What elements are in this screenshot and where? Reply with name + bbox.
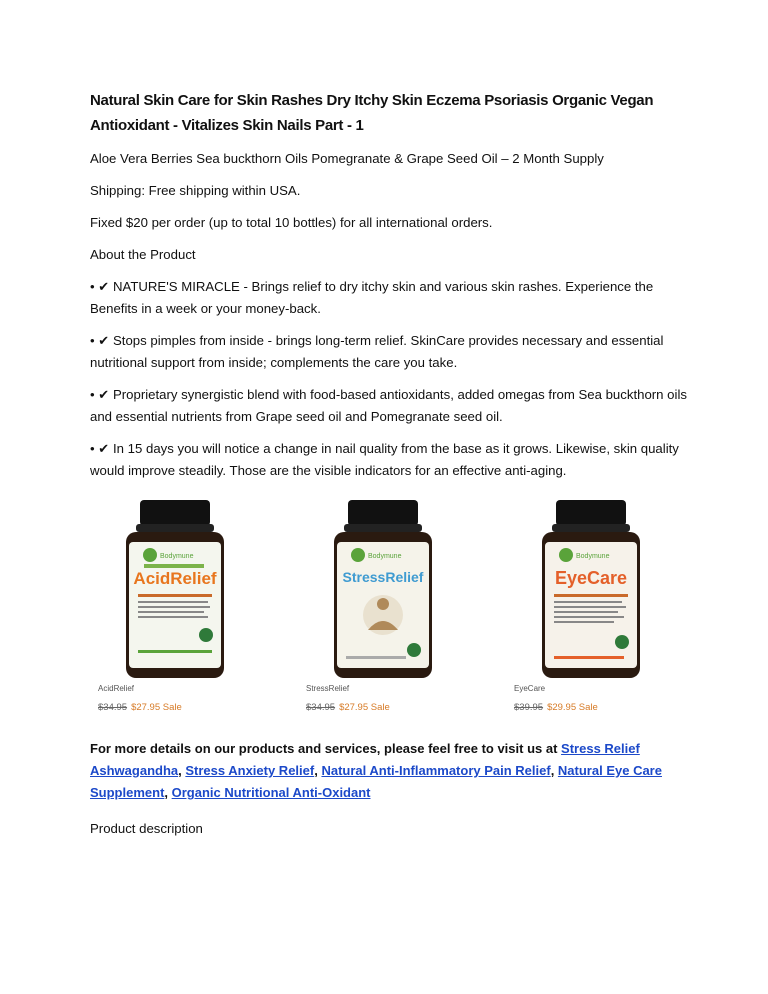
link-anti-inflammatory-pain-relief[interactable]: Natural Anti-Inflammatory Pain Relief — [321, 763, 551, 778]
bullet-3: • ✔ Proprietary synergistic blend with food-based antioxidants, added omegas from Sea buckthorn oils and essential nutrients from Grape seed oil and Pomegranate seed oil. — [90, 387, 687, 424]
sale-price: $27.95 Sale — [131, 702, 182, 713]
sale-price: $27.95 Sale — [339, 702, 390, 713]
product-card-stressrelief[interactable] — [298, 500, 468, 725]
old-price: $39.95 — [514, 702, 544, 713]
shipping-info: Shipping: Free shipping within USA. — [90, 183, 301, 198]
link-stress-relief-ashwagandha[interactable]: Stress Relief Ashwagandha — [90, 741, 640, 778]
about-heading: About the Product — [90, 247, 196, 262]
separator: , — [178, 763, 186, 778]
old-price: $34.95 — [306, 702, 336, 713]
separator: , — [550, 763, 558, 778]
bottle-label: StressRelief — [342, 569, 424, 585]
product-name: AcidRelief — [98, 684, 135, 693]
old-price: $34.95 — [98, 702, 128, 713]
bullet-4: • ✔ In 15 days you will notice a change in nail quality from the base as it grows. Likewise, skin quality would improve steadily. Those are the visible indicators for an effective anti-aging. — [90, 441, 679, 478]
brand-label: Bodymune — [160, 553, 194, 560]
document-page — [90, 88, 690, 850]
bullet-2: • ✔ Stops pimples from inside - brings long-term relief. SkinCare provides necessary and essential nutritional support from inside; complements the care you take. — [90, 333, 664, 370]
eye-care-bottle-icon — [526, 500, 656, 678]
more-details-paragraph — [90, 738, 690, 804]
international-shipping-info: Fixed $20 per order (up to total 10 bottles) for all international orders. — [90, 215, 493, 230]
bullet-1: • ✔ NATURE'S MIRACLE - Brings relief to dry itchy skin and various skin rashes. Experience the Benefits in a week or your money-back. — [90, 279, 654, 316]
product-price — [306, 702, 390, 713]
stress-relief-bottle-icon — [318, 500, 448, 678]
brand-label: Bodymune — [576, 553, 610, 560]
sale-price: $29.95 Sale — [547, 702, 598, 713]
page-title: Natural Skin Care for Skin Rashes Dry Itchy Skin Eczema Psoriasis Organic Vegan Antioxidant - Vitalizes Skin Nails Part - 1 — [90, 92, 654, 134]
product-price — [98, 702, 182, 713]
product-name: EyeCare — [514, 684, 546, 693]
acid-relief-bottle-icon — [110, 500, 240, 678]
product-card-acidrelief[interactable] — [90, 500, 260, 725]
link-organic-nutritional-anti-oxidant[interactable]: Organic Nutritional Anti-Oxidant — [171, 785, 371, 800]
brand-label: Bodymune — [368, 553, 402, 560]
product-price — [514, 702, 598, 713]
link-natural-eye-care-supplement[interactable]: Natural Eye Care Supplement — [90, 763, 662, 800]
product-description-heading: Product description — [90, 821, 203, 836]
separator: , — [164, 785, 172, 800]
separator: , — [314, 763, 322, 778]
product-gallery — [90, 492, 690, 724]
bottle-label: AcidRelief — [133, 569, 217, 588]
more-details-intro: For more details on our products and services, please feel free to visit us at — [90, 741, 562, 756]
bottle-label: EyeCare — [554, 568, 628, 588]
product-card-eyecare[interactable] — [506, 500, 676, 725]
product-name: StressRelief — [306, 684, 350, 693]
product-subtitle: Aloe Vera Berries Sea buckthorn Oils Pomegranate & Grape Seed Oil – 2 Month Supply — [90, 151, 604, 166]
link-stress-anxiety-relief[interactable]: Stress Anxiety Relief — [185, 763, 315, 778]
